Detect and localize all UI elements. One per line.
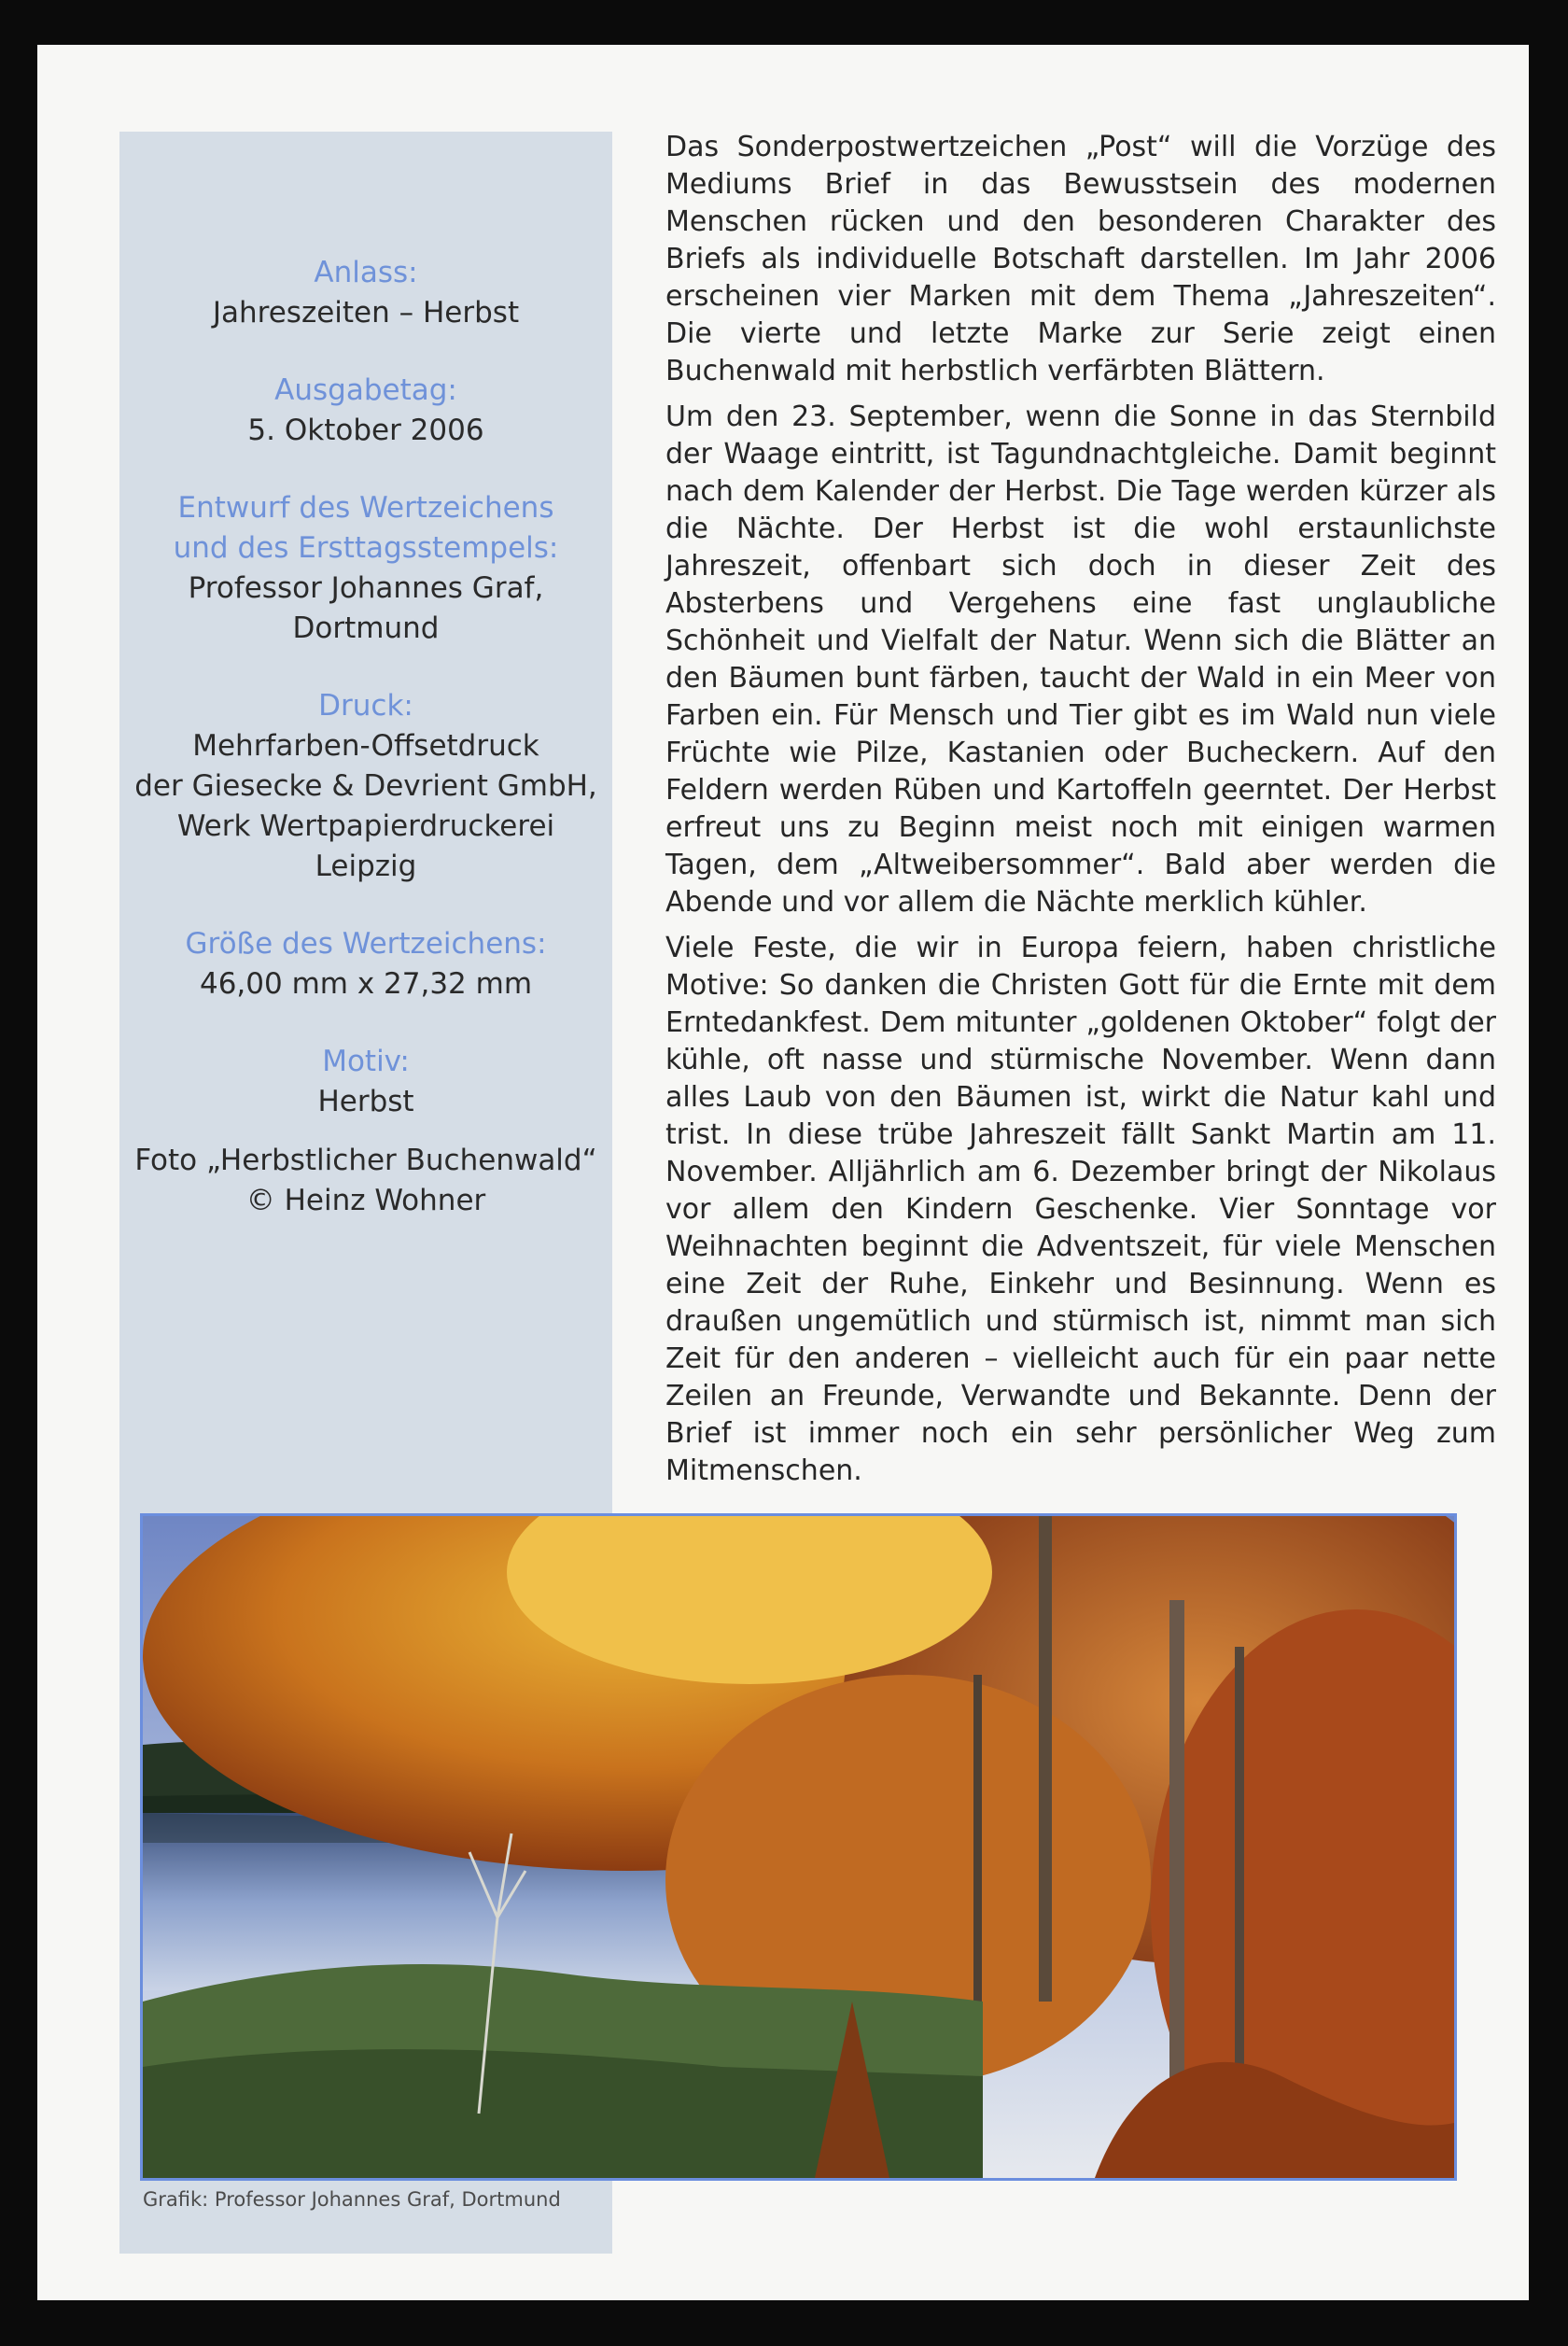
info-value: Herbst xyxy=(317,1085,414,1118)
info-druck xyxy=(119,686,612,887)
info-entwurf xyxy=(119,488,612,649)
graphic-caption: Grafik: Professor Johannes Graf, Dortmund xyxy=(143,2188,561,2211)
info-value: Mehrfarben-Offsetdruck xyxy=(192,729,539,763)
body-text xyxy=(665,129,1496,1498)
info-ausgabetag xyxy=(119,371,612,451)
info-value: Jahreszeiten – Herbst xyxy=(212,296,520,330)
info-label: Ausgabetag: xyxy=(274,373,457,407)
info-anlass xyxy=(119,253,612,333)
info-value: 5. Oktober 2006 xyxy=(247,414,484,447)
info-motiv xyxy=(119,1042,612,1122)
info-groesse xyxy=(119,924,612,1004)
info-label: Druck: xyxy=(318,689,413,723)
info-label: Größe des Wertzeichens: xyxy=(185,927,547,961)
paragraph: Viele Feste, die wir in Europa feiern, haben christliche Motive: So danken die Christen Gott für die Ernte mit dem Erntedankfest. Dem mitunter „goldenen Oktober“ folgt der kühle, oft nasse und stürmische November. Wenn dann alles Laub von den Bäumen ist, wirkt die Natur kahl und trist. In diese trübe Jahreszeit fällt Sankt Martin am 11. November. Alljährlich am 6. Dezember bringt der Nikolaus vor allem den Kindern Geschenke. Vier Sonntage vor Weihnachten beginnt die Adventszeit, für viele Menschen eine Zeit der Ruhe, Einkehr und Besinnung. Wenn es draußen ungemütlich und stürmisch ist, nimmt man sich Zeit für den anderen – vielleicht auch für ein paar nette Zeilen an Freunde, Verwandte und Bekannte. Denn der Brief ist immer noch ein sehr persönlicher Weg zum Mitmenschen. xyxy=(665,932,1496,1487)
info-label: Anlass: xyxy=(314,256,418,289)
info-label: Entwurf des Wertzeichens xyxy=(177,491,554,525)
paragraph: Das Sonderpostwertzeichen „Post“ will die Vorzüge des Mediums Brief in das Bewusstsein des modernen Menschen rücken und den besonderen Charakter des Briefs als individuelle Botschaft darstellen. Im Jahr 2006 erscheinen vier Marken mit dem Thema „Jahreszeiten“. Die vierte und letzte Marke zur Serie zeigt einen Buchenwald mit herbstlich verfärbten Blättern. xyxy=(665,131,1496,387)
photo-credit-line: © Heinz Wohner xyxy=(245,1184,486,1217)
info-value: Leipzig xyxy=(315,850,417,883)
document-page xyxy=(37,45,1529,2300)
info-value: Dortmund xyxy=(292,611,440,645)
info-value: der Giesecke & Devrient GmbH, xyxy=(134,769,597,803)
info-label: und des Ersttagsstempels: xyxy=(173,531,559,565)
info-value: Werk Wertpapierdruckerei xyxy=(176,809,555,843)
photo-credit xyxy=(119,1141,612,1221)
autumn-forest-photo xyxy=(140,1513,1457,2181)
info-value: 46,00 mm x 27,32 mm xyxy=(199,967,533,1001)
info-value: Professor Johannes Graf, xyxy=(188,571,544,605)
photo-credit-line: Foto „Herbstlicher Buchenwald“ xyxy=(134,1144,597,1177)
info-label: Motiv: xyxy=(322,1045,410,1078)
paragraph: Um den 23. September, wenn die Sonne in das Sternbild der Waage eintritt, ist Tagundnachtgleiche. Damit beginnt nach dem Kalender der Herbst. Die Tage werden kürzer als die Nächte. Der Herbst ist die wohl erstaunlichste Jahreszeit, offenbart sich doch in dieser Zeit des Absterbens und Vergehens eine fast unglaubliche Schönheit und Vielfalt der Natur. Wenn sich die Blätter an den Bäumen bunt färben, taucht der Wald in ein Meer von Farben ein. Für Mensch und Tier gibt es im Wald nun viele Früchte wie Pilze, Kastanien oder Bucheckern. Auf den Feldern werden Rüben und Kartoffeln geerntet. Der Herbst erfreut uns zu Beginn meist noch mit einigen warmen Tagen, dem „Altweibersommer“. Bald aber werden die Abende und vor allem die Nächte merklich kühler. xyxy=(665,400,1496,919)
